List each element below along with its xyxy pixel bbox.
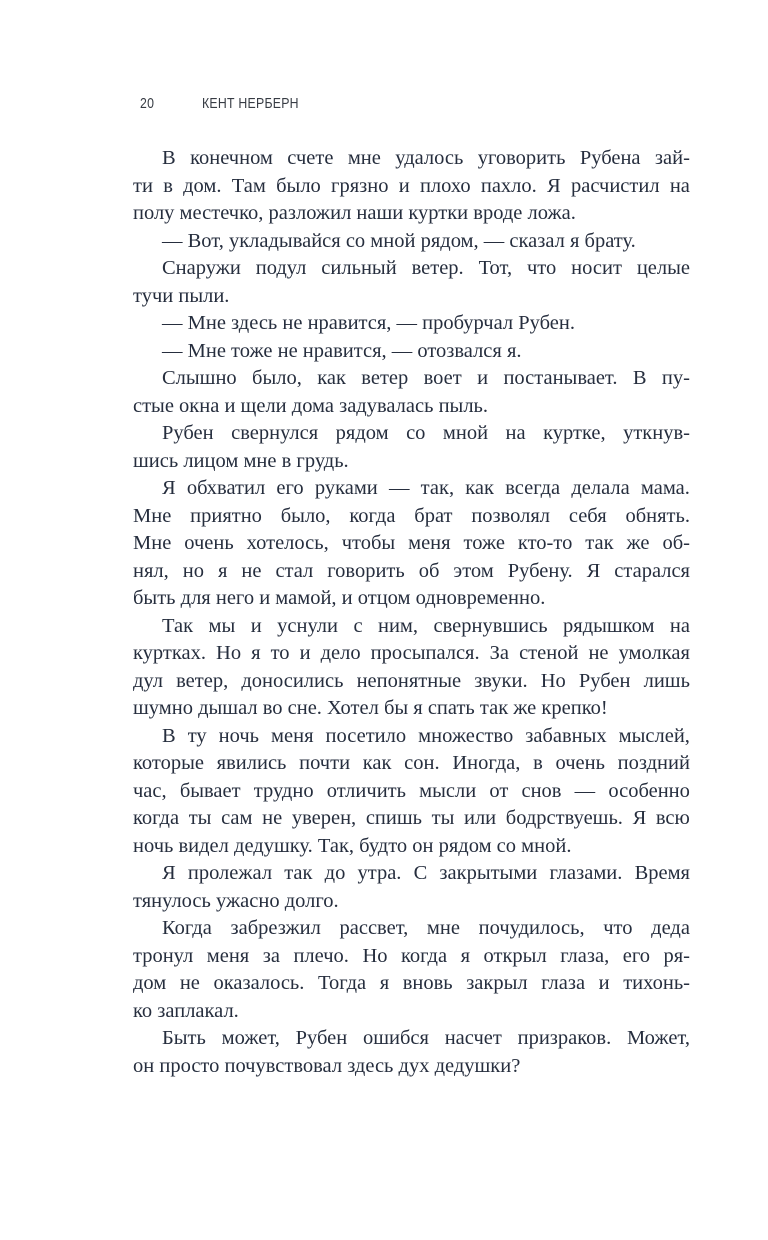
text-line: тронул меня за плечо. Но когда я открыл глаза, его ря- xyxy=(133,944,690,967)
text-line: которые явились почти как сон. Иногда, в очень поздний xyxy=(133,752,690,774)
text-line: В конечном счете мне удалось уговорить Рубена зай- xyxy=(162,147,690,169)
text-line: тянулось ужасно долго. xyxy=(133,889,339,912)
text-line: Рубен свернулся рядом со мной на куртке, уткнув- xyxy=(162,422,690,444)
paragraph xyxy=(133,475,690,613)
text-line: Я пролежал так до утра. С закрытыми глазами. Время xyxy=(162,862,690,884)
text-line: когда ты сам не уверен, спишь ты или бодрствуешь. Я всю xyxy=(133,807,690,829)
text-line: Мне приятно было, когда брат позволял себя обнять. xyxy=(133,504,690,527)
paragraph xyxy=(133,310,690,338)
text-line: полу местечко, разложил наши куртки вроде ложа. xyxy=(133,202,576,224)
text-line: ко заплакал. xyxy=(133,999,239,1022)
text-line: Когда забрезжил рассвет, мне почудилось, что деда xyxy=(162,917,690,939)
paragraph xyxy=(133,915,690,1025)
paragraph xyxy=(133,365,690,420)
text-line: Слышно было, как ветер воет и постанывает. В пу- xyxy=(162,367,690,389)
text-line: — Вот, укладывайся со мной рядом, — сказал я брату. xyxy=(162,229,636,252)
text-line: ночь видел дедушку. Так, будто он рядом со мной. xyxy=(133,834,572,857)
text-line: Мне очень хотелось, чтобы меня тоже кто-то так же об- xyxy=(133,532,690,554)
text-line: стые окна и щели дома задувалась пыль. xyxy=(133,394,489,417)
text-line: дул ветер, доносились непонятные звуки. Но Рубен лишь xyxy=(133,669,690,692)
text-line: шумно дышал во сне. Хотел бы я спать так же крепко! xyxy=(133,697,608,719)
text-line: Быть может, Рубен ошибся насчет призраков. Может, xyxy=(162,1027,690,1049)
text-line: шись лицом мне в грудь. xyxy=(133,449,349,472)
paragraph xyxy=(133,420,690,475)
paragraph xyxy=(133,228,690,256)
text-line: быть для него и мамой, и отцом одновременно. xyxy=(133,587,546,609)
text-line: ти в дом. Там было грязно и плохо пахло. Я расчистил на xyxy=(133,174,690,197)
paragraph xyxy=(133,1025,690,1080)
text-line: дом не оказалось. Тогда я вновь закрыл глаза и тихонь- xyxy=(133,972,690,994)
paragraph xyxy=(133,255,690,310)
text-line: — Мне тоже не нравится, — отозвался я. xyxy=(162,339,522,362)
body-text xyxy=(133,145,690,1080)
paragraph xyxy=(133,860,690,915)
text-line: Так мы и уснули с ним, свернувшись рядышком на xyxy=(162,614,690,637)
running-title: КЕНТ НЕРБЕРН xyxy=(202,95,299,112)
text-line: куртках. Но я то и дело просыпался. За стеной не умолкая xyxy=(133,642,690,664)
text-line: Снаружи подул сильный ветер. Тот, что носит целые xyxy=(162,257,690,279)
text-line: В ту ночь меня посетило множество забавных мыслей, xyxy=(162,724,690,747)
text-line: нял, но я не стал говорить об этом Рубену. Я старался xyxy=(133,559,690,582)
text-line: тучи пыли. xyxy=(133,284,230,307)
paragraph xyxy=(133,338,690,366)
text-line: Я обхватил его руками — так, как всегда делала мама. xyxy=(162,477,690,499)
paragraph xyxy=(133,613,690,723)
page-number: 20 xyxy=(140,95,155,112)
text-line: — Мне здесь не нравится, — пробурчал Рубен. xyxy=(162,312,575,334)
paragraph xyxy=(133,145,690,228)
text-line: он просто почувствовал здесь дух дедушки? xyxy=(133,1054,521,1077)
paragraph xyxy=(133,723,690,861)
text-line: час, бывает трудно отличить мысли от снов — особенно xyxy=(133,779,690,802)
